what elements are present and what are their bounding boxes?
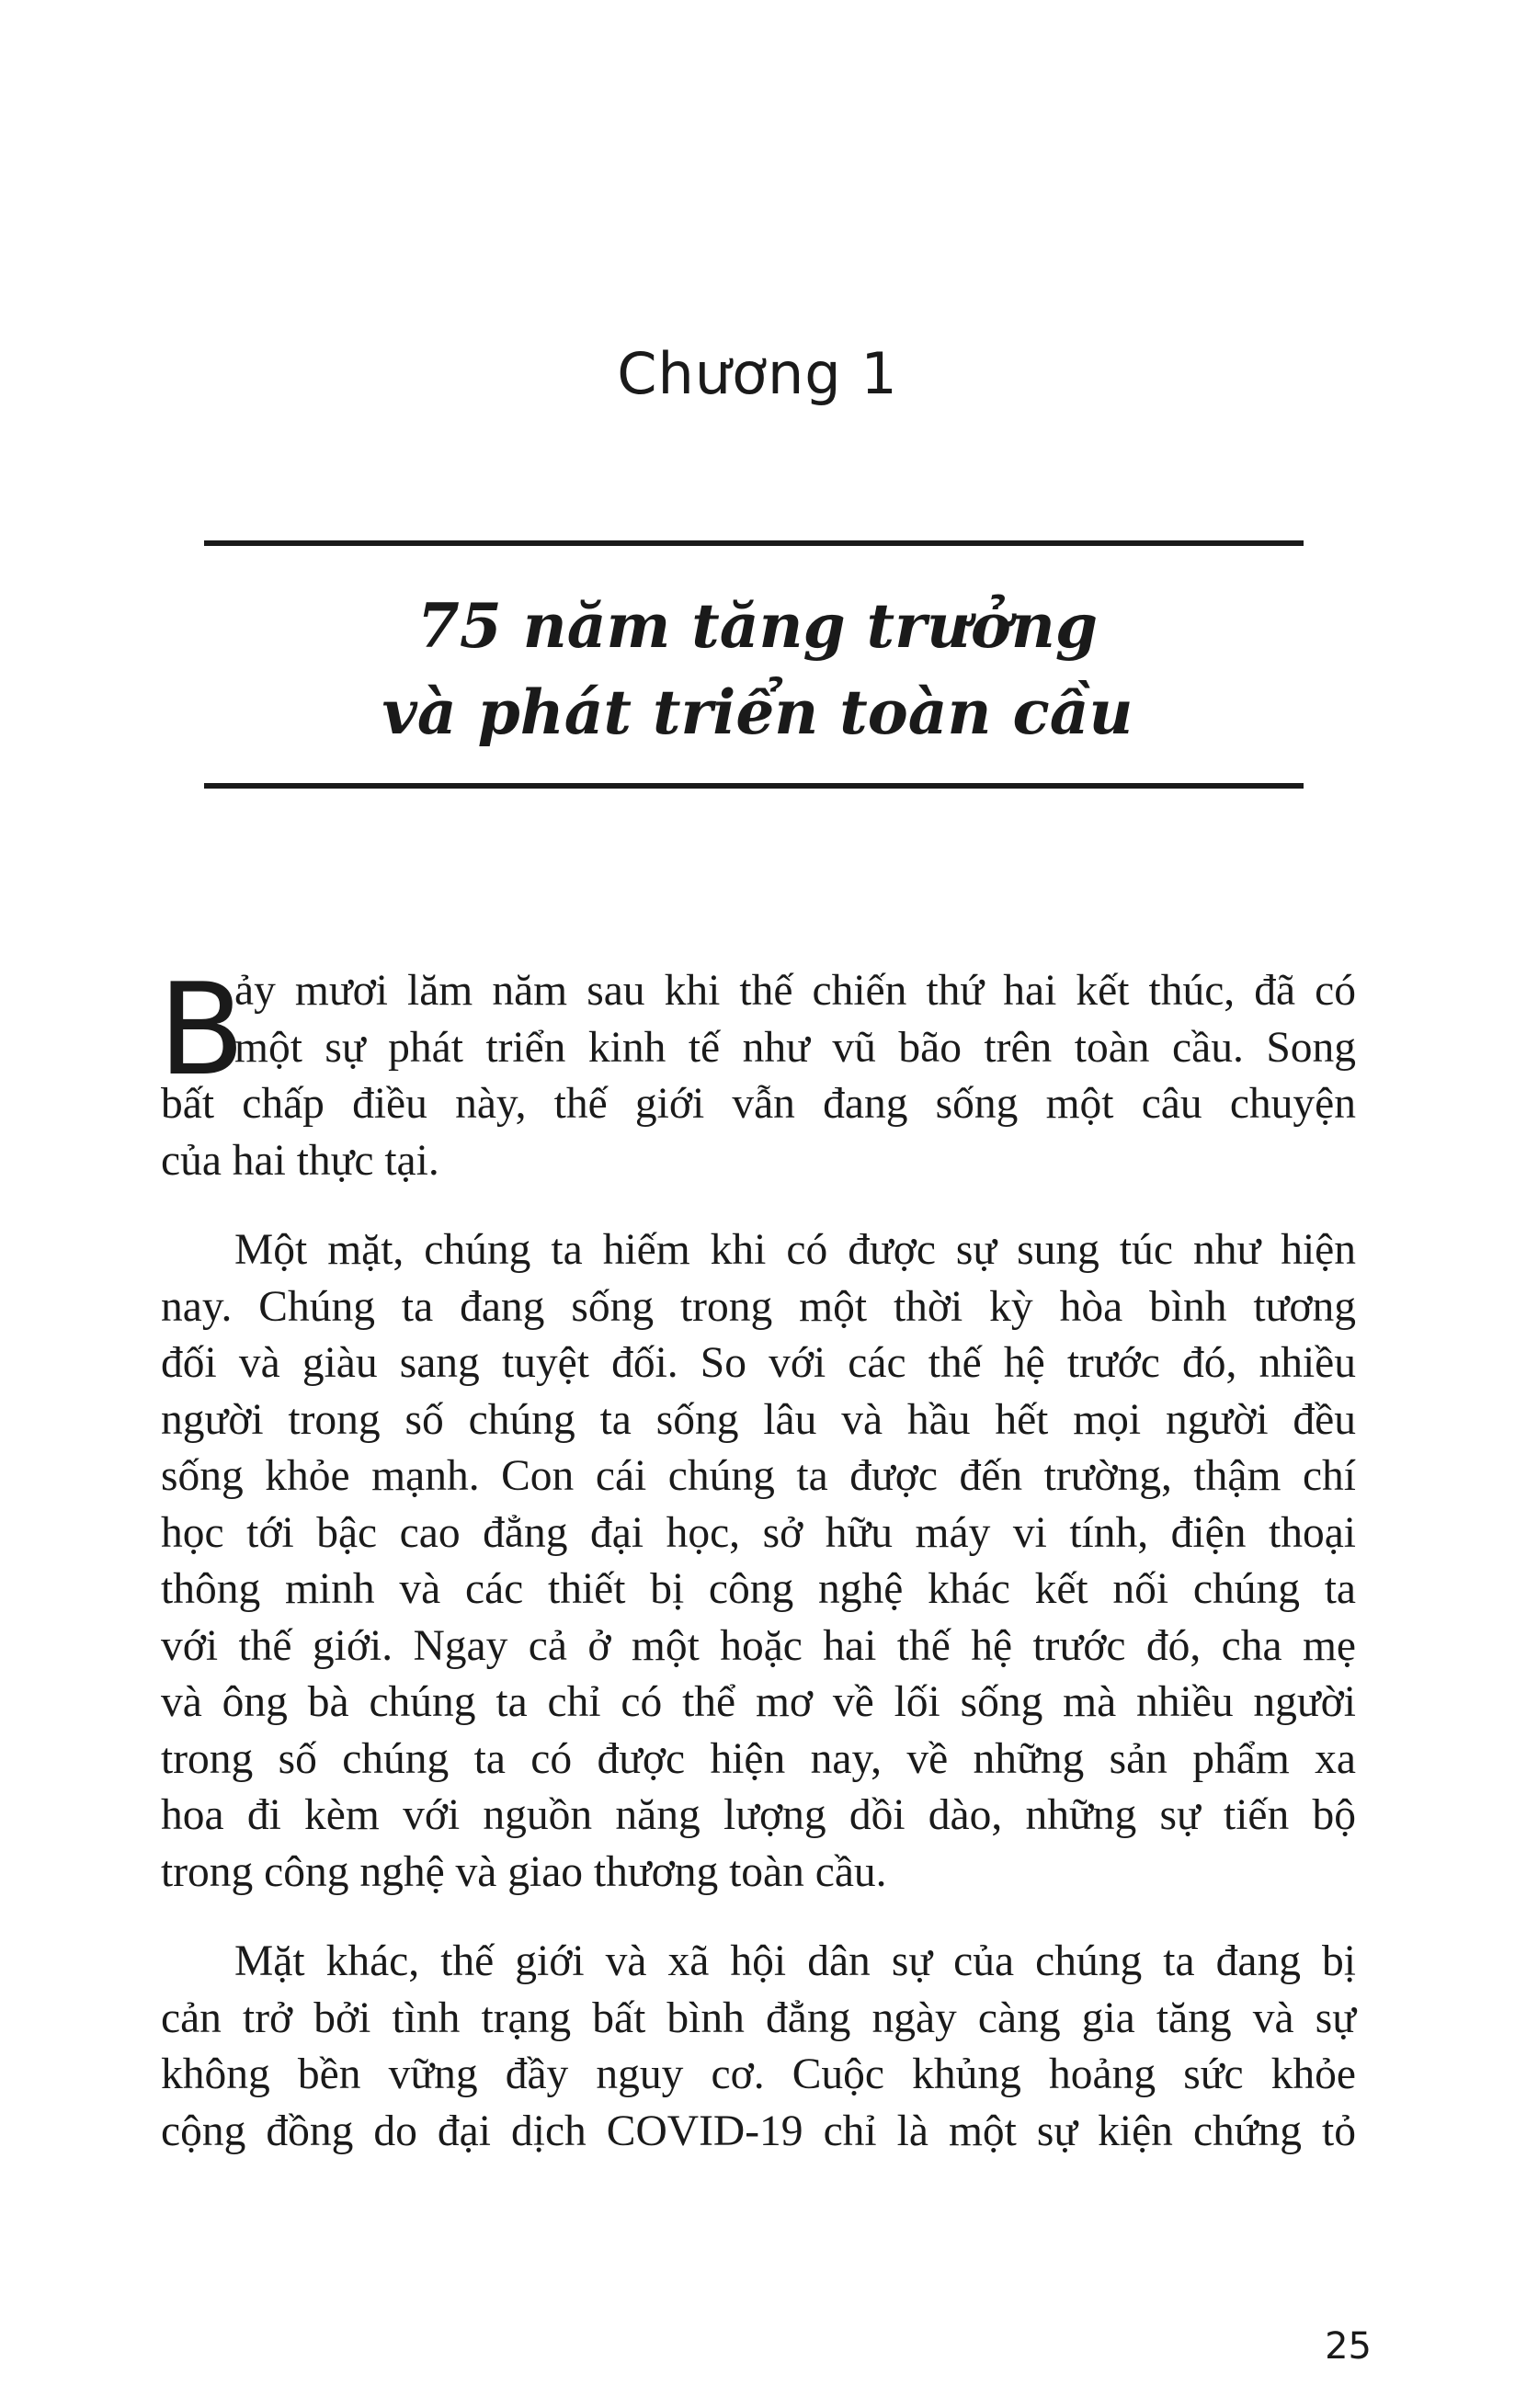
paragraph-line: Mặt khác, thế giới và xã hội dân sự của chúng ta đang bị: [234, 1937, 1356, 1985]
paragraph-line: bất chấp điều này, thế giới vẫn đang sống một câu chuyện: [161, 1080, 1356, 1128]
chapter-label: Chương 1: [617, 340, 898, 407]
paragraph-line: sống khỏe mạnh. Con cái chúng ta được đến trường, thậm chí: [161, 1452, 1356, 1500]
paragraph-2: [161, 1222, 1356, 1901]
chapter-title-line-2: và phát triển toàn cầu: [382, 676, 1133, 748]
paragraph-line: học tới bậc cao đẳng đại học, sở hữu máy vi tính, điện thoại: [161, 1508, 1356, 1557]
title-rule-top: [204, 540, 1304, 546]
paragraph-line: không bền vững đầy nguy cơ. Cuộc khủng hoảng sức khỏe: [161, 2050, 1356, 2098]
paragraph-line: với thế giới. Ngay cả ở một hoặc hai thế hệ trước đó, cha mẹ: [161, 1621, 1356, 1670]
paragraph-line: của hai thực tại.: [161, 1136, 439, 1185]
chapter-title-line-1: 75 năm tăng trưởng: [416, 590, 1099, 662]
paragraph-line: người trong số chúng ta sống lâu và hầu hết mọi người đều: [161, 1395, 1356, 1444]
paragraph-line: Một mặt, chúng ta hiếm khi có được sự sung túc như hiện: [234, 1226, 1356, 1274]
paragraph-line: và ông bà chúng ta chỉ có thể mơ về lối sống mà nhiều người: [161, 1678, 1356, 1726]
paragraph-line: cộng đồng do đại dịch COVID-19 chỉ là một sự kiện chứng tỏ: [161, 2107, 1356, 2155]
paragraph-line: trong số chúng ta có được hiện nay, về những sản phẩm xa: [161, 1734, 1356, 1783]
page-number: 25: [1325, 2325, 1372, 2368]
paragraph-line: cản trở bởi tình trạng bất bình đẳng ngày càng gia tăng và sự: [161, 1993, 1356, 2042]
paragraph-line: ảy mươi lăm năm sau khi thế chiến thứ hai kết thúc, đã có: [234, 967, 1356, 1015]
paragraph-1: [161, 963, 1356, 1189]
paragraph-line: một sự phát triển kinh tế như vũ bão trên toàn cầu. Song: [234, 1023, 1356, 1072]
paragraph-line: thông minh và các thiết bị công nghệ khác kết nối chúng ta: [161, 1565, 1356, 1613]
paragraph-line: nay. Chúng ta đang sống trong một thời kỳ hòa bình tương: [161, 1282, 1356, 1331]
paragraph-line: đối và giàu sang tuyệt đối. So với các thế hệ trước đó, nhiều: [161, 1339, 1356, 1387]
title-rule-bottom: [204, 783, 1304, 789]
paragraph-line: trong công nghệ và giao thương toàn cầu.: [161, 1847, 887, 1896]
paragraph-3: [161, 1934, 1356, 2160]
paragraph-line: hoa đi kèm với nguồn năng lượng dồi dào, những sự tiến bộ: [161, 1791, 1356, 1839]
drop-cap: B: [158, 956, 245, 1104]
